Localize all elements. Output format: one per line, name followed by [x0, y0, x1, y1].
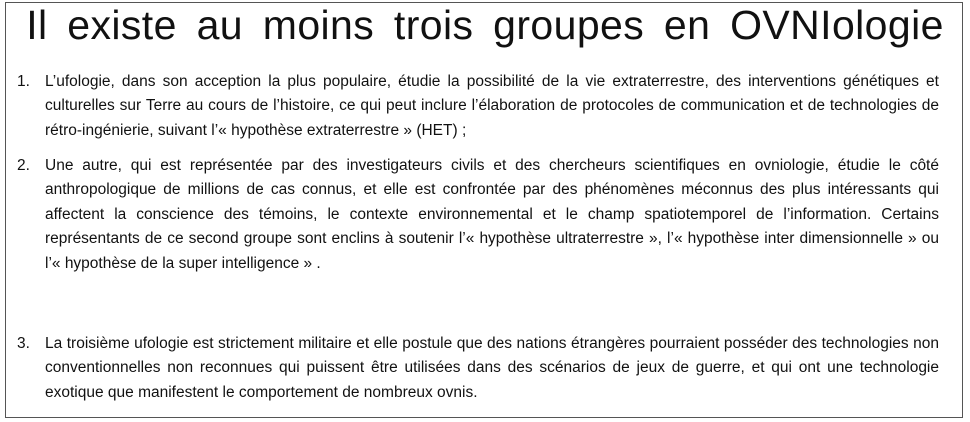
- list-item-number: 1.: [17, 73, 30, 90]
- numbered-list-part-2: [17, 154, 939, 276]
- numbered-list-part-1: [17, 70, 939, 143]
- list-item-text: L’ufologie, dans son acception la plus populaire, étudie la possibilité de la vie extraterrestre, des interventions génétiques et culturelles sur Terre au cours de l’histoire, ce qui peut inclure l’élaboration de protocoles de communication et de technologies de rétro-ingénierie, suivant l’« hypothèse extraterrestre » (HET) ;: [45, 73, 939, 139]
- list-item-text: La troisième ufologie est strictement militaire et elle postule que des nations étrangères pourraient posséder des technologies non conventionnelles non reconnues qui puissent être utilisées dans des scénarios de jeux de guerre, et qui ont une technologie exotique que manifestent le comportement de nombreux ovnis.: [45, 335, 939, 401]
- page-title: Il existe au moins trois groupes en OVNIologie: [26, 2, 944, 48]
- list-item-3: [17, 332, 939, 405]
- list-item-2: [17, 154, 939, 276]
- list-item-number: 3.: [17, 335, 30, 352]
- numbered-list-part-3: [17, 332, 939, 405]
- list-item-text: Une autre, qui est représentée par des investigateurs civils et des chercheurs scientifiques en ovniologie, étudie le côté anthropologique de millions de cas connus, et elle est confrontée par des phénomènes méconnus des plus intéressants qui affectent la conscience des témoins, le contexte environnemental et le champ spatiotemporel de l’information. Certains représentants de ce second groupe sont enclins à soutenir l’« hypothèse ultraterrestre », l’« hypothèse inter dimensionnelle » ou l’« hypothèse de la super intelligence » .: [45, 157, 939, 272]
- list-item-number: 2.: [17, 157, 30, 174]
- list-item-1: [17, 70, 939, 143]
